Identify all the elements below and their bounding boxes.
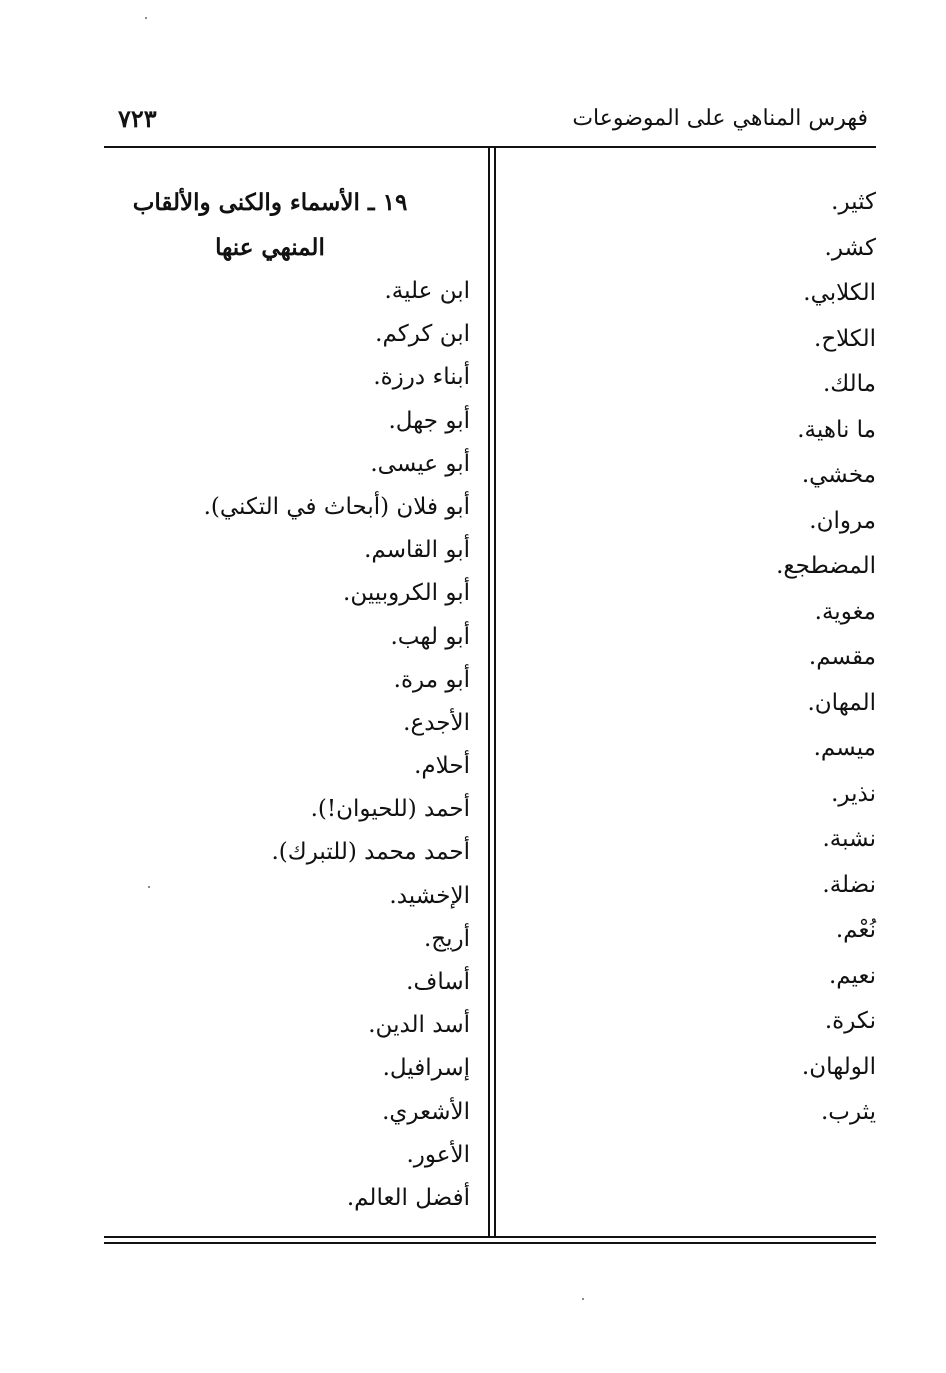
footer-rule-bottom — [104, 1242, 876, 1244]
list-item: أحلام. — [414, 753, 470, 780]
list-item: الأعور. — [406, 1141, 470, 1168]
footer-rule-top — [104, 1236, 876, 1238]
list-item: أسد الدين. — [368, 1012, 470, 1039]
list-item: أبو مرة. — [393, 666, 470, 693]
list-item: يثرب. — [821, 1099, 876, 1125]
list-item: كثير. — [831, 189, 876, 215]
list-item: ابن علية. — [384, 278, 470, 304]
section-heading-line-1: ١٩ ـ الأسماء والكنى والألقاب — [132, 189, 408, 216]
list-item: الأشعري. — [382, 1098, 470, 1125]
section-heading-line-2: المنهي عنها — [215, 234, 325, 261]
list-item: الولهان. — [801, 1053, 876, 1080]
column-divider-right-line — [494, 148, 496, 1236]
list-item: أبو لهب. — [390, 623, 470, 650]
list-item: أريج. — [423, 925, 470, 952]
list-item: أفضل العالم. — [346, 1184, 470, 1211]
list-item: نعيم. — [828, 962, 876, 989]
header-rule — [104, 146, 876, 148]
list-item: أبو الكروبيين. — [343, 580, 470, 607]
list-item: مغوية. — [814, 598, 876, 625]
column-divider-left-line — [488, 148, 490, 1236]
list-item: ميسم. — [813, 735, 876, 761]
running-header-title: فهرس المناهي على الموضوعات — [572, 106, 868, 131]
list-item: نكرة. — [824, 1008, 876, 1034]
list-item: المهان. — [807, 689, 876, 716]
list-item: مقسم. — [808, 644, 876, 670]
right-column-list — [516, 180, 876, 1136]
list-item: نضلة. — [822, 871, 876, 898]
list-item: ما ناهية. — [797, 416, 876, 443]
list-item: أحمد محمد (للتبرك). — [271, 839, 470, 866]
list-item: أبو جهل. — [388, 407, 470, 434]
scan-speck — [145, 17, 147, 19]
left-column-list — [90, 180, 470, 1220]
list-item: نُعْم. — [835, 917, 876, 943]
list-item: مالك. — [822, 371, 876, 397]
list-item: ابن كركم. — [375, 321, 470, 348]
list-item: الكلاح. — [814, 325, 876, 352]
list-item: الأجدع. — [403, 709, 470, 736]
list-item: أبناء درزة. — [373, 364, 470, 391]
list-item: إسرافيل. — [382, 1055, 470, 1082]
list-item: أبو فلان (أبحاث في التكني). — [203, 493, 470, 520]
list-item: أبو القاسم. — [364, 537, 470, 564]
list-item: الكلابي. — [803, 280, 876, 306]
scan-speck — [582, 1298, 584, 1300]
list-item: نشبة. — [822, 826, 876, 852]
list-item: الإخشيد. — [389, 882, 470, 909]
list-item: نذير. — [831, 780, 876, 807]
list-item: أبو عيسى. — [370, 450, 470, 477]
list-item: مروان. — [809, 507, 876, 534]
list-item: المضطجع. — [776, 553, 876, 579]
list-item: مخشي. — [801, 462, 876, 488]
list-item: كشر. — [824, 234, 876, 261]
list-item: أساف. — [406, 969, 470, 995]
page-number: ٧٢٣ — [118, 104, 157, 133]
list-item: أحمد (للحيوان!). — [310, 796, 470, 823]
